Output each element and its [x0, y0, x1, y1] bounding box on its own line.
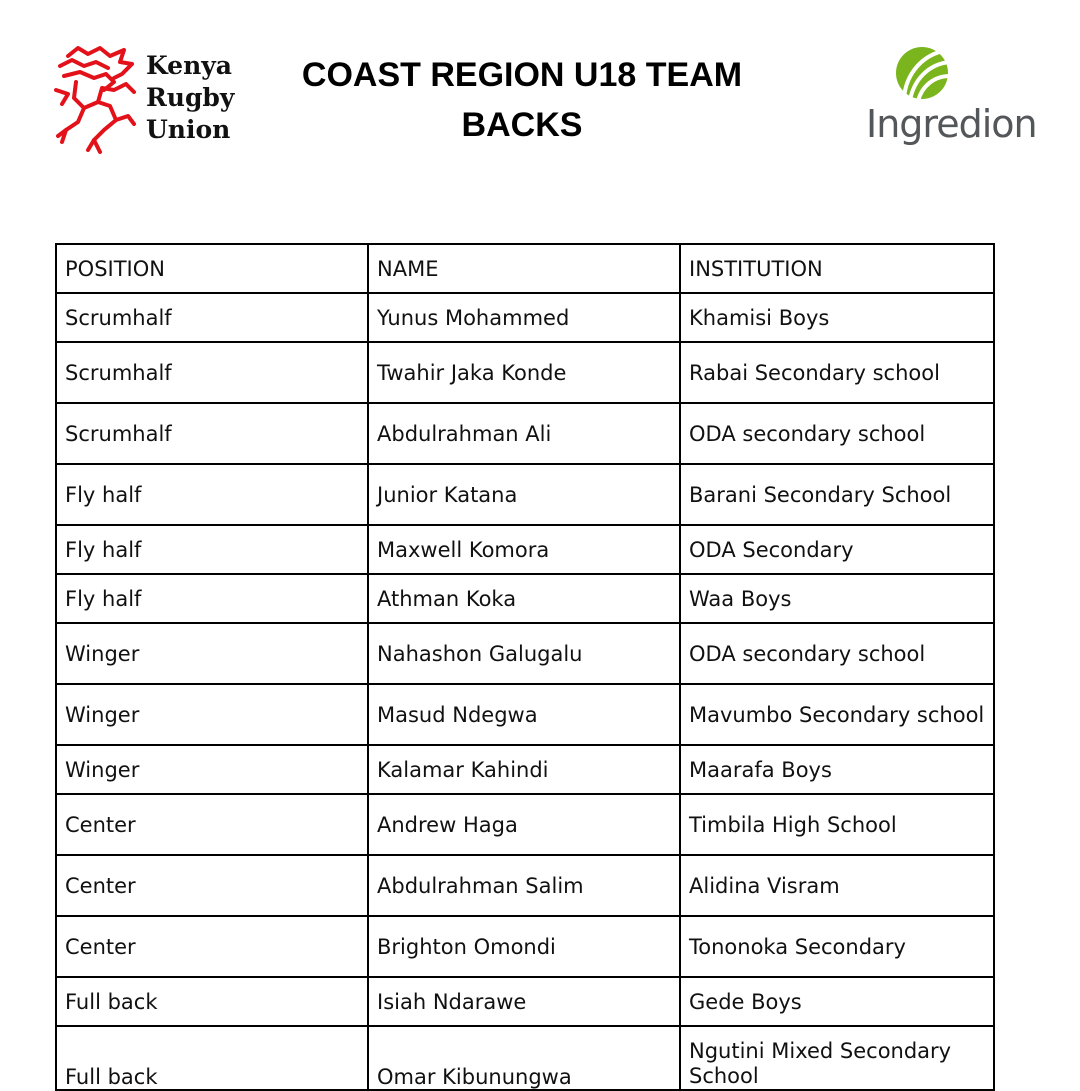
cell-institution: Timbila High School: [680, 794, 994, 855]
table-row: [56, 855, 994, 916]
kenya-rugby-union-logo: [54, 44, 234, 156]
leaf-fan-icon: [892, 44, 952, 102]
cell-position: Full back: [56, 977, 368, 1026]
table-row: [56, 525, 994, 574]
ingredion-logo: [862, 44, 1042, 154]
cell-name: Andrew Haga: [368, 794, 680, 855]
cell-name: Isiah Ndarawe: [368, 977, 680, 1026]
page-title-line-1: COAST REGION U18 TEAM: [301, 56, 743, 94]
cell-institution: Tononoka Secondary: [680, 916, 994, 977]
cell-name: Maxwell Komora: [368, 525, 680, 574]
cell-position: Fly half: [56, 464, 368, 525]
logo-text-line: Kenya: [146, 51, 232, 80]
table-row: [56, 293, 994, 342]
cell-position: Full back: [56, 1026, 368, 1090]
cell-name: Omar Kibunungwa: [368, 1026, 680, 1090]
cell-position: Scrumhalf: [56, 403, 368, 464]
logo-text-line: Union: [146, 115, 231, 144]
header-position: POSITION: [56, 244, 368, 293]
cell-institution: Khamisi Boys: [680, 293, 994, 342]
cell-institution: ODA Secondary: [680, 525, 994, 574]
table-row: [56, 1026, 994, 1090]
cell-position: Fly half: [56, 525, 368, 574]
table-row: [56, 684, 994, 745]
cell-name: Athman Koka: [368, 574, 680, 623]
cell-position: Center: [56, 916, 368, 977]
cell-institution: Mavumbo Secondary school: [680, 684, 994, 745]
cell-position: Winger: [56, 684, 368, 745]
cell-name: Masud Ndegwa: [368, 684, 680, 745]
cell-institution: Waa Boys: [680, 574, 994, 623]
table-row: [56, 916, 994, 977]
team-table: [55, 243, 995, 1091]
table-row: [56, 574, 994, 623]
cell-name: Yunus Mohammed: [368, 293, 680, 342]
cell-name: Abdulrahman Ali: [368, 403, 680, 464]
cell-position: Fly half: [56, 574, 368, 623]
lion-icon: [54, 44, 140, 156]
cell-name: Junior Katana: [368, 464, 680, 525]
cell-institution: Alidina Visram: [680, 855, 994, 916]
cell-position: Scrumhalf: [56, 342, 368, 403]
table-header-row: [56, 244, 994, 293]
cell-name: Abdulrahman Salim: [368, 855, 680, 916]
ingredion-wordmark: Ingredion: [866, 102, 1037, 146]
header-name: NAME: [368, 244, 680, 293]
cell-position: Scrumhalf: [56, 293, 368, 342]
cell-position: Center: [56, 794, 368, 855]
cell-institution: ODA secondary school: [680, 403, 994, 464]
cell-position: Winger: [56, 623, 368, 684]
cell-institution: Maarafa Boys: [680, 745, 994, 794]
cell-name: Nahashon Galugalu: [368, 623, 680, 684]
table-row: [56, 403, 994, 464]
table-row: [56, 794, 994, 855]
cell-name: Twahir Jaka Konde: [368, 342, 680, 403]
cell-institution: Gede Boys: [680, 977, 994, 1026]
cell-institution: ODA secondary school: [680, 623, 994, 684]
page-title-line-2: BACKS: [461, 106, 583, 144]
cell-position: Center: [56, 855, 368, 916]
cell-position: Winger: [56, 745, 368, 794]
cell-institution: Rabai Secondary school: [680, 342, 994, 403]
page-title: [262, 50, 782, 150]
cell-institution: Ngutini Mixed Secondary School: [680, 1026, 994, 1090]
table-row: [56, 342, 994, 403]
cell-name: Kalamar Kahindi: [368, 745, 680, 794]
table-row: [56, 745, 994, 794]
cell-name: Brighton Omondi: [368, 916, 680, 977]
table-row: [56, 977, 994, 1026]
logo-text-line: Rugby: [146, 83, 235, 112]
table-row: [56, 623, 994, 684]
cell-institution: Barani Secondary School: [680, 464, 994, 525]
header-institution: INSTITUTION: [680, 244, 994, 293]
table-row: [56, 464, 994, 525]
